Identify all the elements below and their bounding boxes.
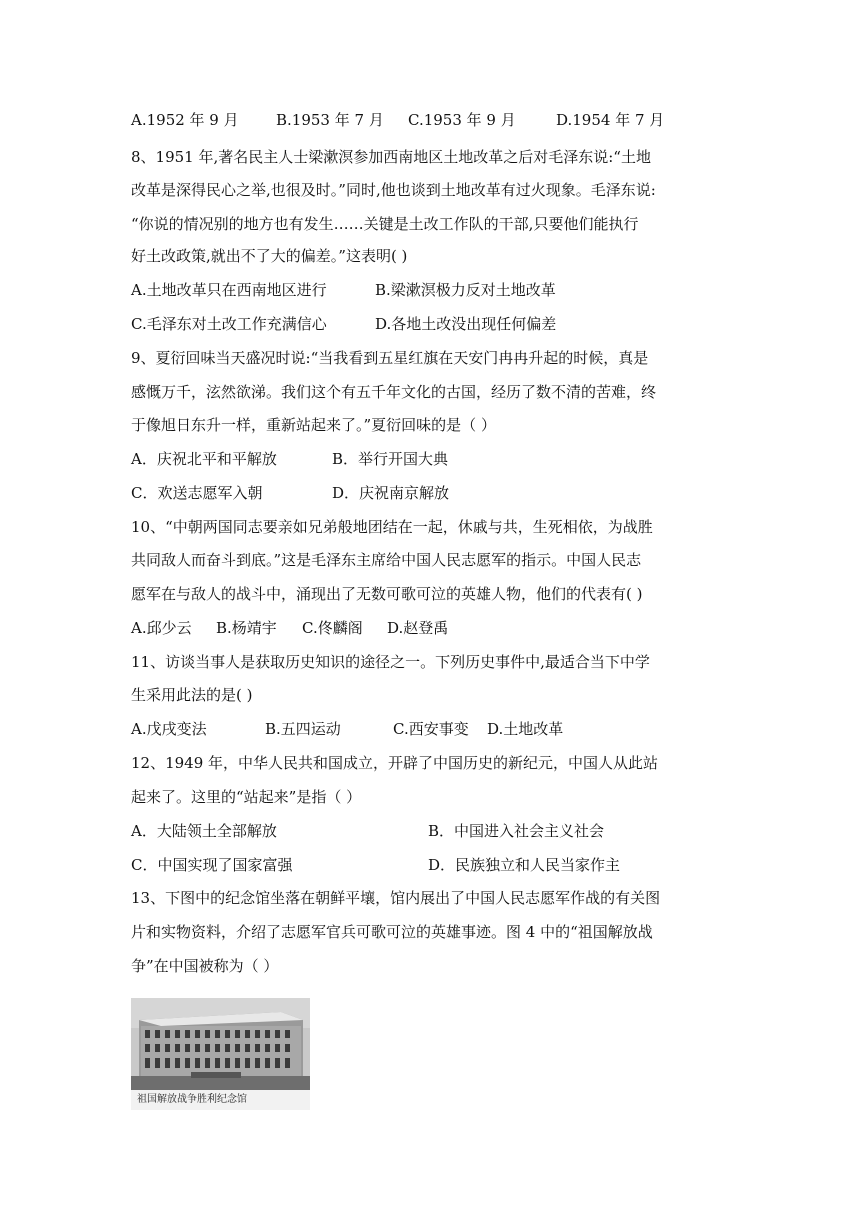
q10-option-d: D.赵登禹	[387, 619, 449, 637]
q8-stem-line: “你说的情况别的地方也有发生……关键是土改工作队的干部,只要他们能执行	[131, 215, 639, 233]
q12-option-b: B．中国进入社会主义社会	[428, 822, 605, 840]
q12-option-c: C．中国实现了国家富强	[131, 856, 293, 874]
q13-stem-line: 13、下图中的纪念馆坐落在朝鲜平壤，馆内展出了中国人民志愿军作战的有关图	[131, 889, 661, 907]
q8-option-a: A.土地改革只在西南地区进行	[131, 281, 327, 299]
q11-option-a: A.戊戌变法	[131, 720, 207, 738]
q11-stem-line: 生采用此法的是( )	[131, 686, 253, 704]
q10-option-c: C.佟麟阁	[302, 619, 363, 637]
q10-stem-line: 10、“中朝两国同志要亲如兄弟般地团结在一起，休戚与共，生死相依，为战胜	[131, 518, 653, 536]
q9-stem-line: 感慨万千，泫然欲涕。我们这个有五千年文化的古国，经历了数不清的苦难，终	[131, 383, 657, 401]
q7-option-b: B.1953 年 7 月	[276, 111, 384, 129]
q7-option-d: D.1954 年 7 月	[556, 111, 665, 129]
q12-option-a: A．大陆领土全部解放	[131, 822, 277, 840]
q9-option-d: D．庆祝南京解放	[332, 484, 450, 502]
q8-option-c: C.毛泽东对土改工作充满信心	[131, 315, 327, 333]
q11-option-b: B.五四运动	[265, 720, 341, 738]
q11-stem-line: 11、访谈当事人是获取历史知识的途径之一。下列历史事件中,最适合当下中学	[131, 653, 650, 671]
q7-option-c: C.1953 年 9 月	[408, 111, 516, 129]
q13-stem-line: 争”在中国被称为（ ）	[131, 957, 279, 975]
q8-option-d: D.各地土改没出现任何偏差	[375, 315, 557, 333]
q12-stem-line: 12、1949 年，中华人民共和国成立，开辟了中国历史的新纪元，中国人从此站	[131, 754, 659, 772]
q10-stem-line: 共同敌人而奋斗到底。”这是毛泽东主席给中国人民志愿军的指示。中国人民志	[131, 551, 642, 569]
q11-option-c: C.西安事变	[393, 720, 469, 738]
q8-stem-line: 好土改政策,就出不了大的偏差。”这表明( )	[131, 247, 408, 265]
q7-option-a: A.1952 年 9 月	[131, 111, 239, 129]
q12-option-d: D．民族独立和人民当家作主	[428, 856, 621, 874]
q9-option-c: C．欢送志愿军入朝	[131, 484, 263, 502]
q9-option-b: B．举行开国大典	[332, 450, 449, 468]
memorial-hall-building-image	[131, 998, 310, 1090]
q10-option-b: B.杨靖宇	[216, 619, 277, 637]
q13-stem-line: 片和实物资料，介绍了志愿军官兵可歌可泣的英雄事迹。图 4 中的“祖国解放战	[131, 923, 653, 941]
q9-stem-line: 9、夏衍回味当天盛况时说:“当我看到五星红旗在天安门冉冉升起的时候，真是	[131, 349, 649, 367]
q9-stem-line: 于像旭日东升一样，重新站起来了。”夏衍回味的是（ ）	[131, 416, 496, 434]
q8-option-b: B.梁漱溟极力反对土地改革	[375, 281, 556, 299]
q9-option-a: A．庆祝北平和平解放	[131, 450, 277, 468]
q8-stem-line: 改革是深得民心之举,也很及时。”同时,他也谈到土地改革有过火现象。毛泽东说:	[131, 181, 656, 199]
q8-stem-line: 8、1951 年,著名民主人士梁漱溟参加西南地区土地改革之后对毛泽东说:“土地	[131, 148, 651, 166]
q11-option-d: D.土地改革	[487, 720, 564, 738]
memorial-hall-photo	[131, 998, 310, 1110]
photo-caption: 祖国解放战争胜利纪念馆	[131, 1090, 310, 1110]
q10-stem-line: 愿军在与敌人的战斗中，涌现出了无数可歌可泣的英雄人物，他们的代表有( )	[131, 585, 643, 603]
q12-stem-line: 起来了。这里的“站起来”是指（ ）	[131, 788, 362, 806]
q10-option-a: A.邱少云	[131, 619, 192, 637]
